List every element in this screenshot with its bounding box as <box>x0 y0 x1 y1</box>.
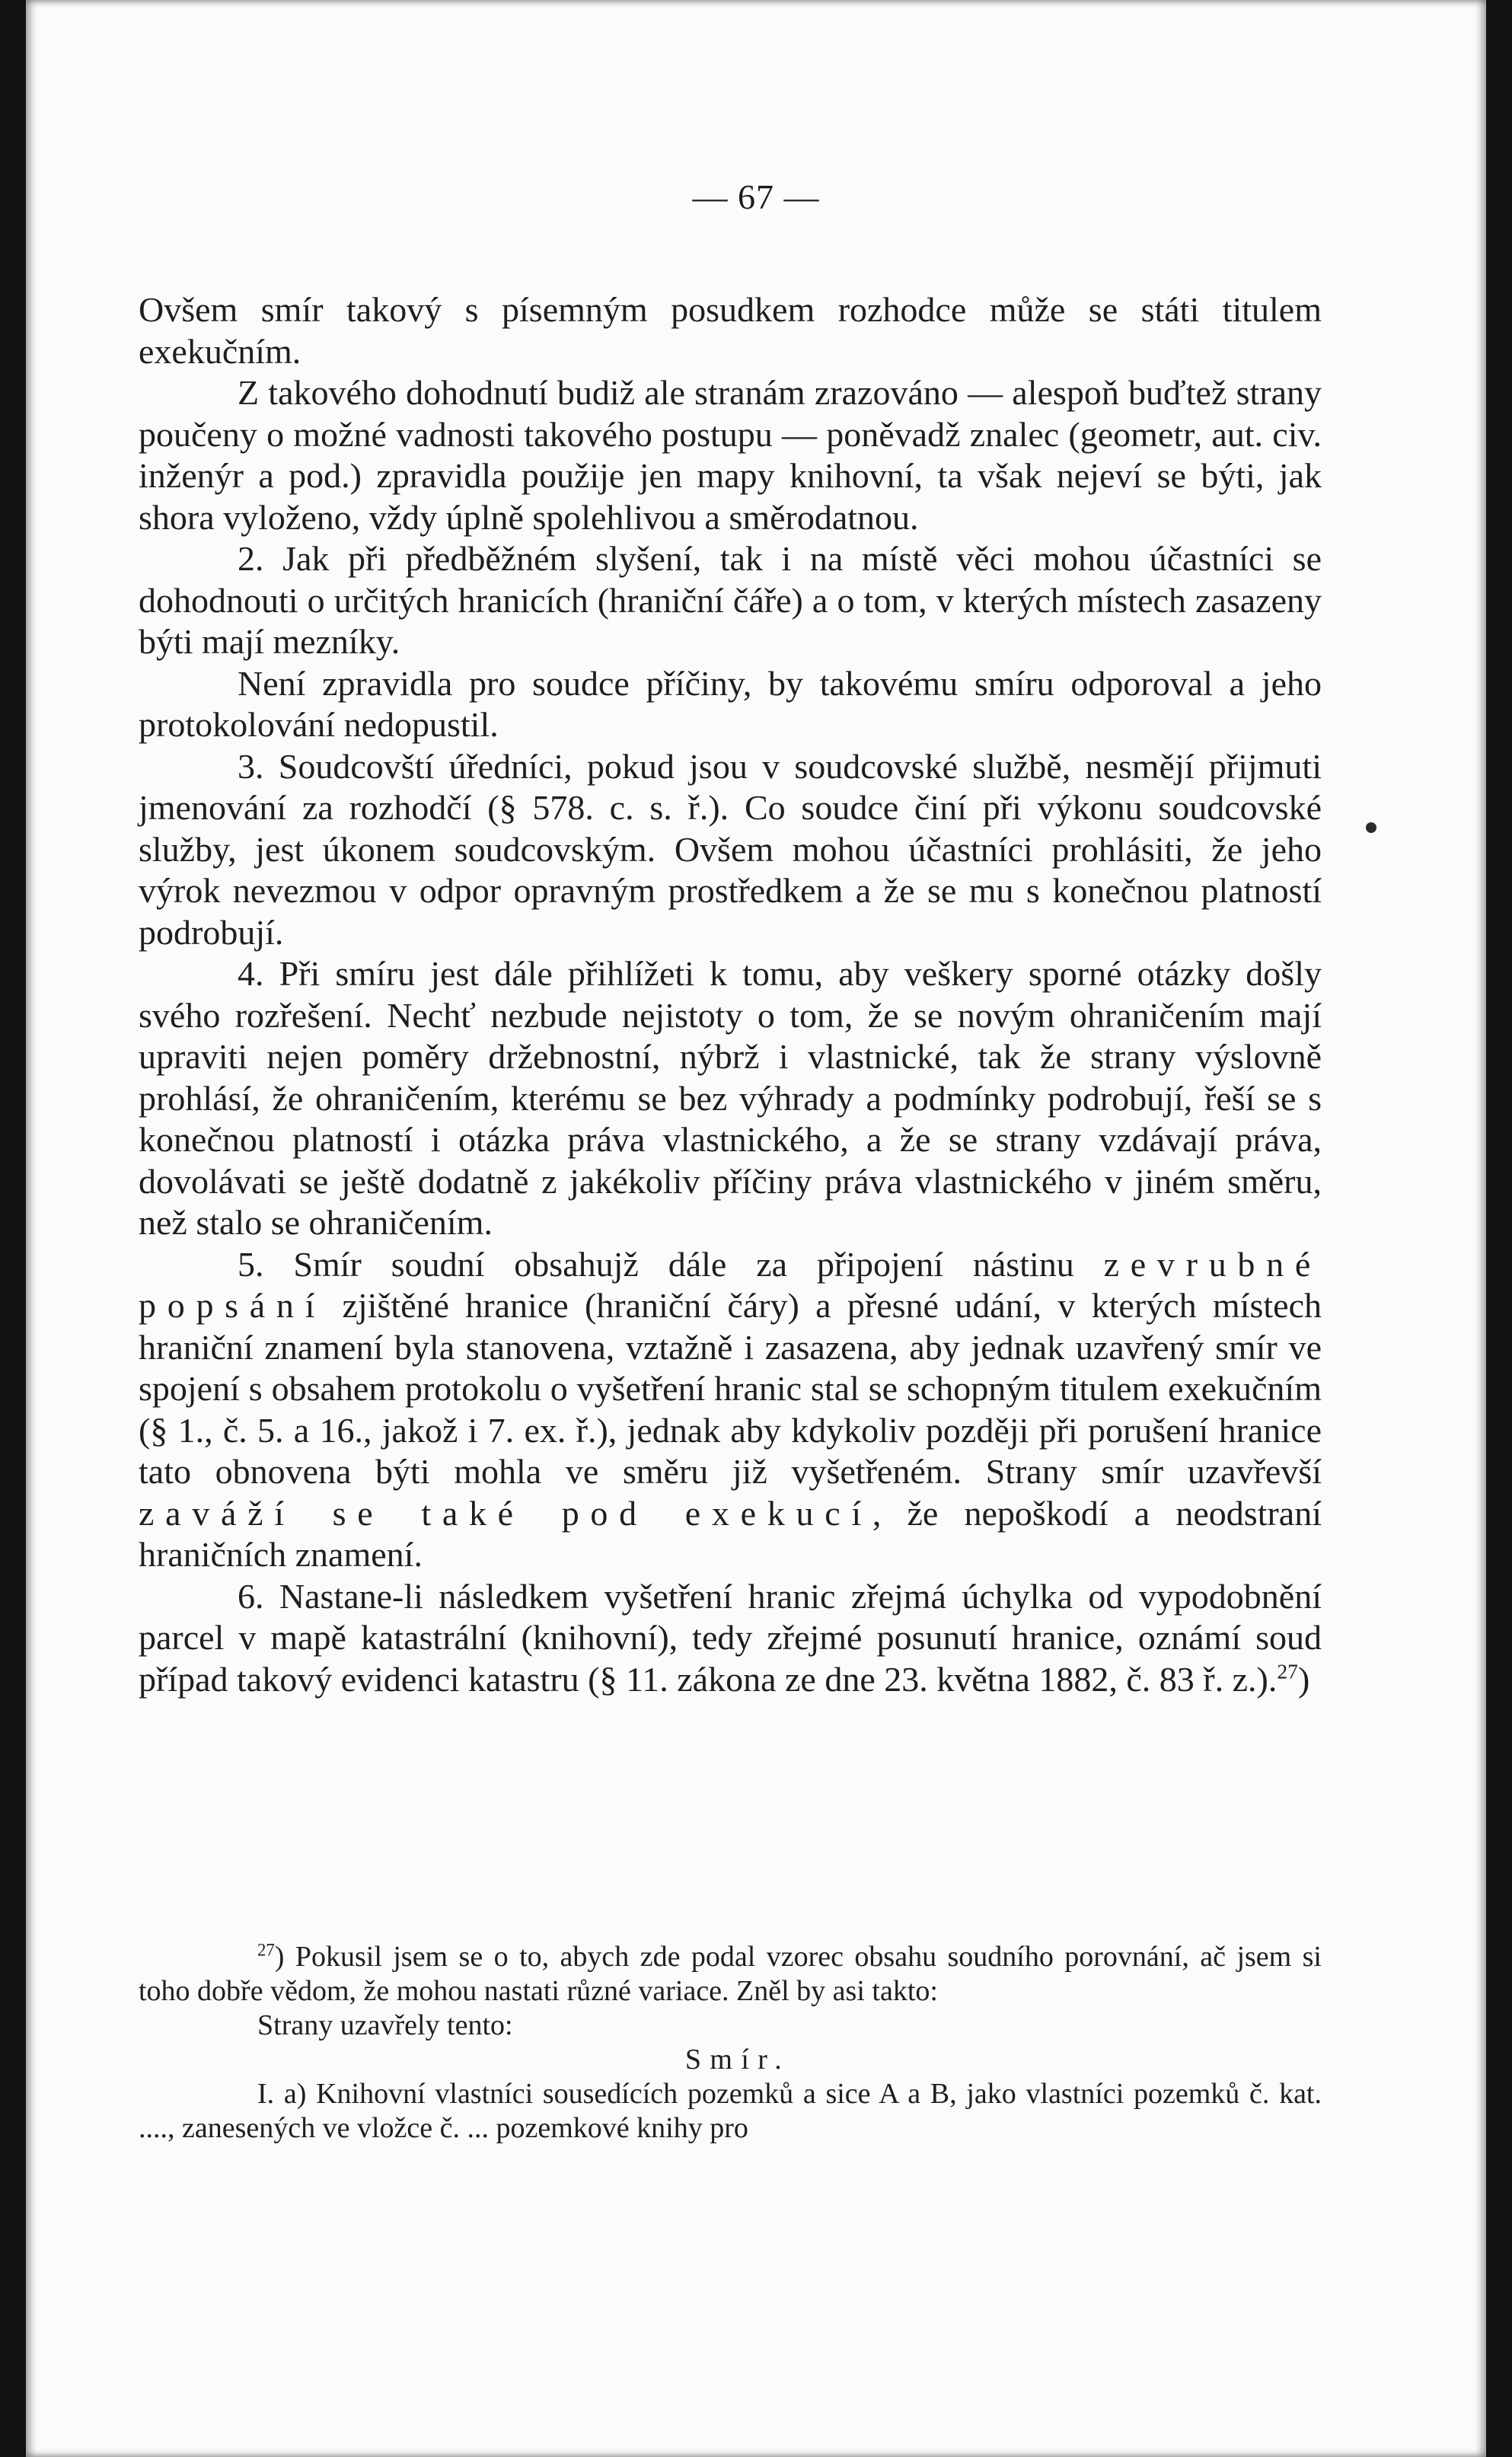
footnote-text: ) Pokusil jsem se o to, abych zde podal vzorec obsahu soudního porovnání, ač jsem si toho dobře vědom, že mohou nastati různé variace. Zněl by asi takto: <box>139 1941 1322 2007</box>
footnote-ref: 27 <box>1277 1659 1298 1683</box>
body-text <box>139 289 1322 1700</box>
footnote-marker: 27 <box>257 1940 275 1960</box>
text-run: , že nepoškodí a neodstraní hraničních znamení. <box>139 1493 1322 1574</box>
paragraph: Není zpravidla pro soudce příčiny, by takovému smíru odporoval a jeho protokolování nedopustil. <box>139 663 1322 744</box>
paragraph: 2. Jak při předběžném slyšení, tak i na místě věci mohou účastníci se dohodnouti o určitých hranicích (hraniční čáře) a o tom, v kterých místech zasazeny býti mají mezníky. <box>139 539 1322 661</box>
footnote-line: Strany uzavřely tento: <box>257 2009 513 2041</box>
footnote <box>139 1940 1322 2009</box>
footnote-heading: Smír. <box>684 2044 791 2076</box>
paragraph <box>139 1576 1322 1701</box>
text-run: 5. Smír soudní obsahujž dále za připojení nástinu <box>238 1244 1104 1284</box>
paragraph: Z takového dohodnutí budiž ale stranám zrazováno — alespoň buďtež strany poučeny o možné vadnosti takového postupu — poněvadž znalec (geometr, aut. civ. inženýr a pod.) zpravidla použije jen mapy knihovní, ta však nejeví se býti, jak shora vyloženo, vždy úplně spolehlivou a směrodatnou. <box>139 373 1322 537</box>
book-page <box>26 0 1486 2457</box>
footnote-item: I. a) Knihovní vlastníci sousedících pozemků a sice A a B, jako vlastníci pozemků č. kat. ...., zanesených ve vložce č. ... pozemkové knihy pro <box>139 2078 1322 2144</box>
paragraph: 3. Soudcovští úředníci, pokud jsou v soudcovské službě, nesmějí přijmuti jmenování za rozhodčí (§ 578. c. s. ř.). Co soudce činí při výkonu soudcovské služby, jest úkonem soudcovským. Ovšem mohou účastníci prohlásiti, že jeho výrok nevezmou v odpor opravným prostředkem a že se mu s konečnou platností podrobují. <box>139 746 1322 952</box>
text-run: ) <box>1297 1659 1310 1699</box>
paragraph: Ovšem smír takový s písemným posudkem rozhodce může se státi titulem exekučním. <box>139 290 1322 371</box>
scan-speck <box>1366 822 1376 833</box>
text-run: zjištěné hranice (hraniční čáry) a přesné udání, v kterých místech hraniční znamení byla stanovena, vztažně i zasazena, aby jednak uzavřený smír ve spojení s obsahem protokolu o vyšetření hranic stal se schopným titulem exekučním (§ 1., č. 5. a 16., jakož i 7. ex. ř.), jednak aby kdykoliv později při porušení hranice tato obnovena býti mohla ve směru již vyšetřeném. Strany smír uzavřevší <box>139 1286 1322 1491</box>
footnotes <box>139 1940 1322 2146</box>
paragraph <box>139 1244 1322 1576</box>
page-number: — 67 — <box>692 177 820 216</box>
spaced-emphasis: zaváží se také pod exekucí <box>139 1493 872 1533</box>
paragraph: 4. Při smíru jest dále přihlížeti k tomu, aby veškery sporné otázky došly svého rozřešení. Nechť nezbude nejistoty o tom, že se novým ohraničením mají upraviti nejen poměry držebnostní, nýbrž i vlastnické, tak že strany výslovně prohlásí, že ohraničením, kterému se bez výhrady a podmínky podrobují, řeší se s konečnou platností i otázka práva vlastnického, a že se strany vzdávají práva, dovolávati se ještě dodatně z jakékoliv příčiny práva vlastnického v jiném směru, než stalo se ohraničením. <box>139 954 1322 1242</box>
text-run: 6. Nastane-li následkem vyšetření hranic zřejmá úchylka od vypodobnění parcel v mapě katastrální (knihovní), tedy zřejmé posunutí hranice, oznámí soud případ takový evidenci katastru (§ 11. zákona ze dne 23. května 1882, č. 83 ř. z.). <box>139 1576 1322 1699</box>
spaced-emphasis: zevrubné popsání <box>139 1244 1322 1325</box>
